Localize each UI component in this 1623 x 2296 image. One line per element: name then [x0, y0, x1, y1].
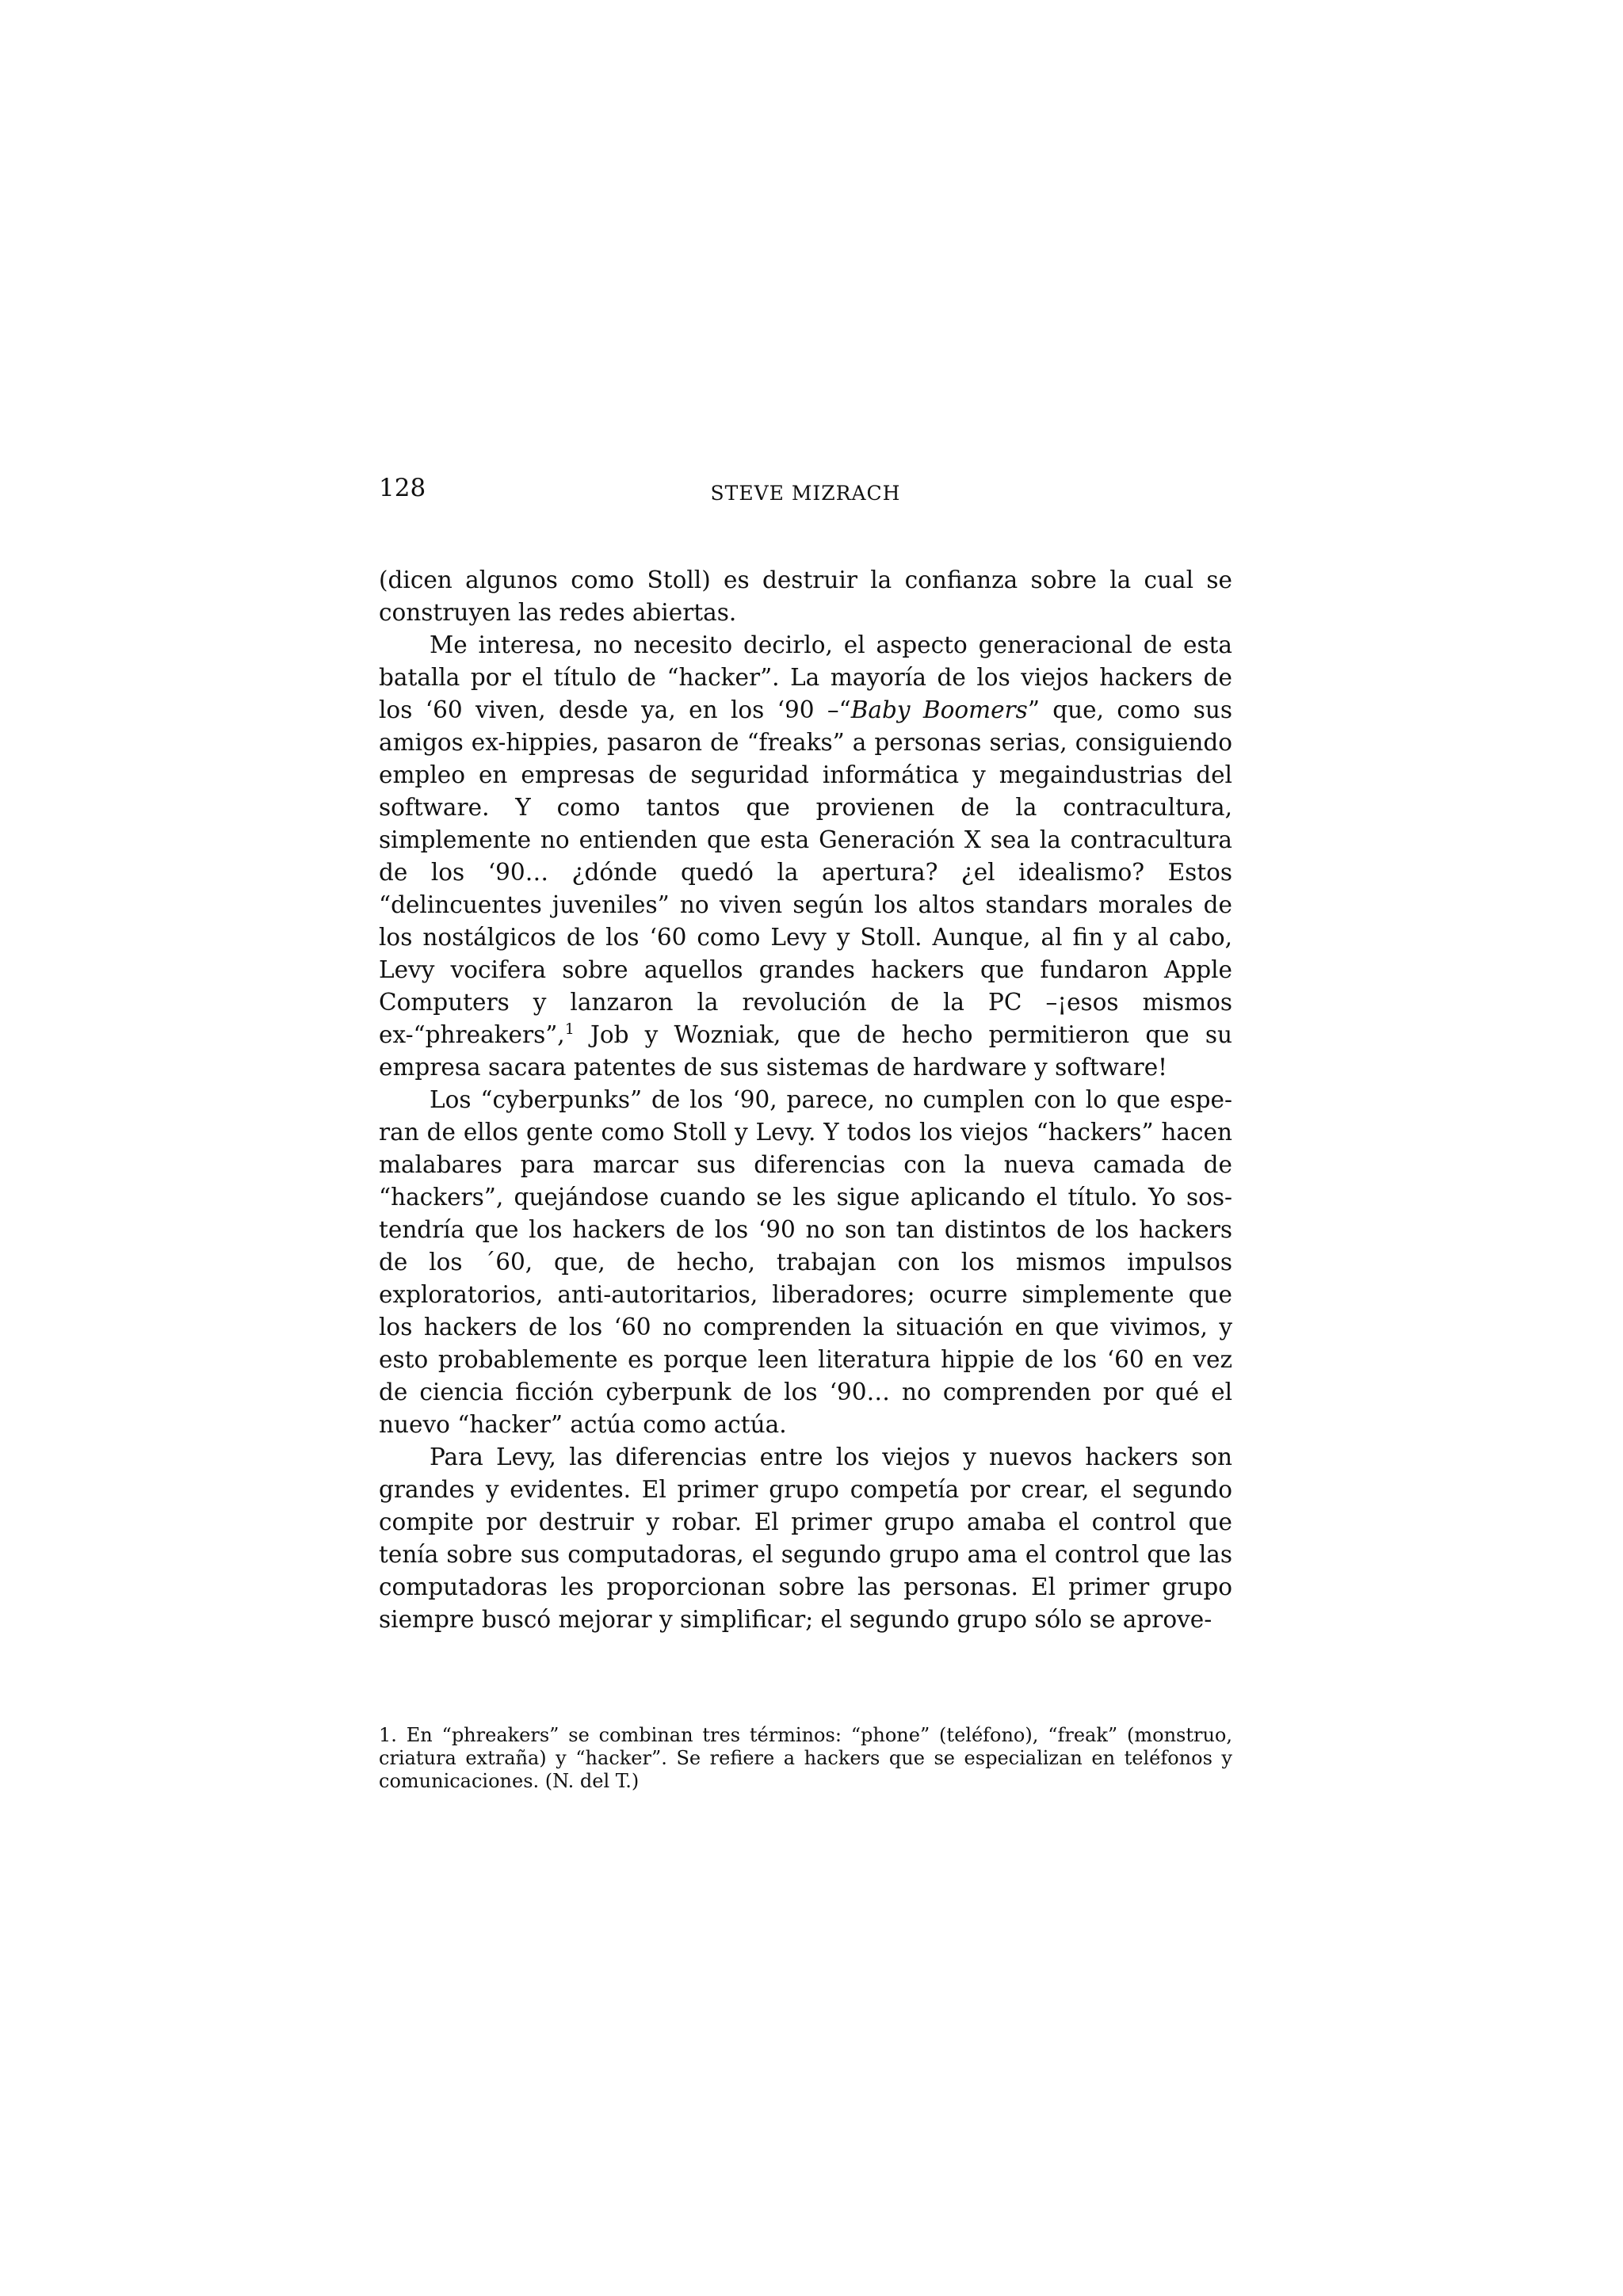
text-run: ” que, como sus amigos ex-hippies, pasaron de “freaks” a personas serias, consiguiendo empleo en empresas de seguridad informática y megaindustrias del software. Y como tantos que provienen de la contracultura, simplemente no entienden que esta Generación X sea la contracultura de los ‘90… ¿dónde quedó la apertura? ¿el idealismo? Estos “delincuentes juveniles” no viven según los altos standars morales de los nostálgicos de los ‘60 como Levy y Stoll. Aunque, al fin y al cabo, Levy vocifera sobre aquellos grandes hackers que fundaron Apple Computers y lanzaron la revolución de la PC –¡esos mismos ex-“phreakers”, — [379, 696, 1232, 1048]
page-number: 128 — [379, 474, 426, 502]
paragraph — [379, 564, 1232, 629]
italic-title: Baby Boomers — [850, 696, 1028, 723]
body-text — [379, 564, 1232, 1636]
paragraph — [379, 1084, 1232, 1441]
text-run: Para Levy, las diferencias entre los viejos y nuevos hackers son grandes y evidentes. El primer grupo competía por crear, el segundo compite por destruir y robar. El primer grupo amaba el control que tenía sobre sus computadoras, el segundo grupo ama el control que las computadoras les proporcionan sobre las personas. El primer grupo siempre buscó mejorar y simplificar; el segundo grupo sólo se aprove- — [379, 1444, 1232, 1633]
footnote: 1. En “phreakers” se combinan tres términos: “phone” (teléfono), “freak” (monstruo, criatura extraña) y “hacker”. Se refiere a hackers que se especializan en teléfonos y comunicaciones. (N. del T.) — [379, 1724, 1232, 1792]
footnote-reference: 1 — [564, 1020, 575, 1039]
text-run: Job y Wozniak, que de hecho permitieron que su empresa sacara patentes de sus sistemas de hardware y software! — [379, 1021, 1232, 1081]
text-run: (dicen algunos como Stoll) es destruir la confianza sobre la cual se construyen las redes abiertas. — [379, 566, 1232, 626]
paragraph — [379, 1441, 1232, 1636]
footnotes — [379, 1724, 1232, 1793]
paragraph — [379, 629, 1232, 1084]
text-run: Los “cyberpunks” de los ‘90, parece, no cumplen con lo que esperan de ellos gente como Stoll y Levy. Y todos los viejos “hackers” hacen malabares para marcar sus diferencias con la nueva camada de “hackers”, quejándose cuando se les sigue aplicando el título. Yo sostendría que los hackers de los ‘90 no son tan distintos de los hackers de los ´60, que, de hecho, trabajan con los mismos impulsos exploratorios, anti-autoritarios, liberadores; ocurre simplemente que los hackers de los ‘60 no comprenden la situación en que vivimos, y esto probablemente es porque leen literatura hippie de los ‘60 en vez de ciencia ficción cyberpunk de los ‘90… no comprenden por qué el nuevo “hacker” actúa como actúa. — [379, 1086, 1232, 1438]
running-head: STEVE MIZRACH — [710, 482, 901, 505]
text-run: Me interesa, no necesito decirlo, el aspecto generacional de esta batalla por el título de “hacker”. La mayoría de los viejos hackers de los ‘60 viven, desde ya, en los ‘90 –“ — [379, 631, 1232, 723]
